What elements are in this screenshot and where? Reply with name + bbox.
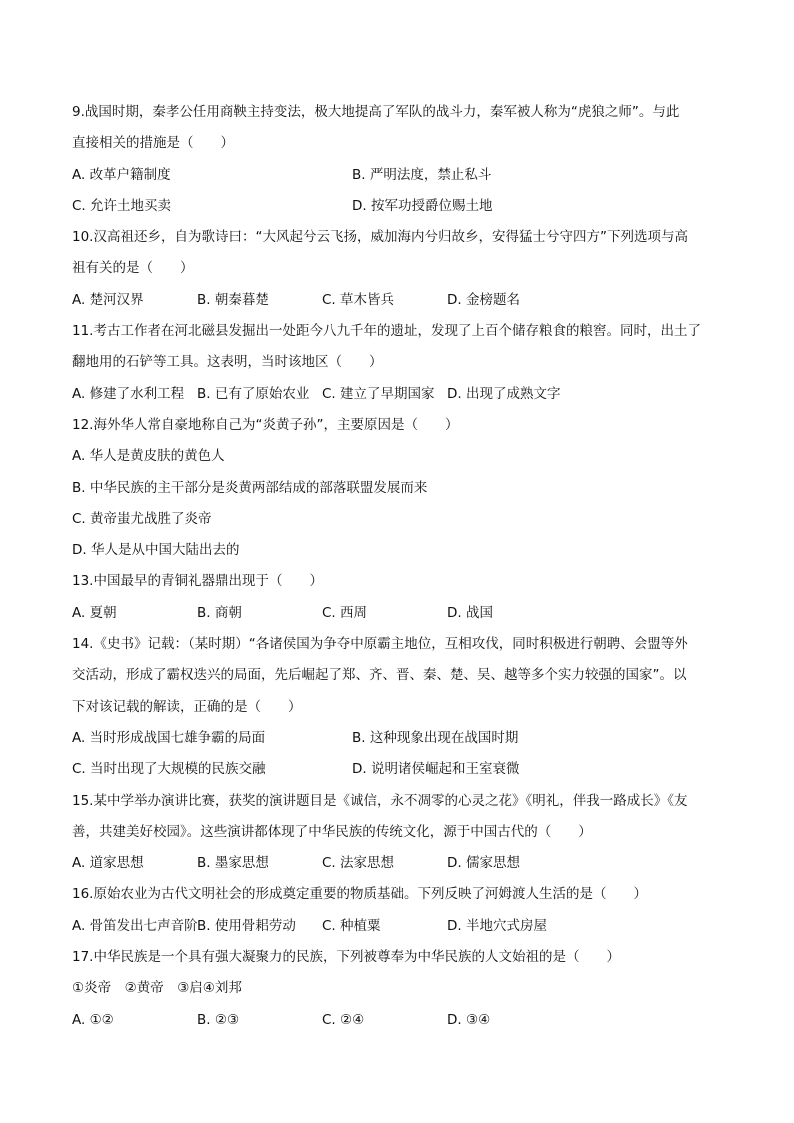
option-row [72,191,724,222]
answer-option: B. 中华民族的主干部分是炎黄两部结成的部落联盟发展而来 [72,479,428,496]
answer-option: D. 说明诸侯崛起和王室衰微 [352,761,520,778]
option-row [72,504,724,535]
answer-option: B. 朝秦暮楚 [197,291,269,308]
question-block [72,629,724,785]
answer-option: B. 墨家思想 [197,855,269,872]
answer-option: D. 战国 [447,604,493,621]
answer-option: C. 西周 [322,604,368,621]
answer-option: A. 道家思想 [72,855,144,872]
question-text-line: 祖有关的是（ ） [72,260,194,277]
option-row [72,160,724,191]
question-block [72,222,724,316]
question-text-line: 善，共建美好校园》。这些演讲都体现了中华民族的传统文化，源于中国古代的（ ） [72,823,592,840]
answer-option: C. 法家思想 [322,855,395,872]
option-row [72,473,724,504]
question-text-line: 14.《史书》记载：（某时期）“各诸侯国为争夺中原霸主地位，互相攻伐，同时积极进行朝聘、会盟等外 [72,636,688,653]
question-text-line: 15.某中学举办演讲比赛，获奖的演讲题目是《诚信，永不凋零的心灵之花》《明礼，伴我一路成长》《友 [72,792,688,809]
question-text-line: 12.海外华人常自豪地称自己为“炎黄子孙”，主要原因是（ ） [72,416,459,433]
option-row [72,535,724,566]
option-row [72,598,724,629]
answer-option: A. 楚河汉界 [72,291,144,308]
option-row [72,285,724,316]
question-block [72,97,724,222]
option-row [72,441,724,472]
question-text-line: 10.汉高祖还乡，自为歌诗曰：“大风起兮云飞扬，威加海内兮归故乡，安得猛士兮守四方”下列选项与高 [72,229,688,246]
question-block [72,566,724,629]
answer-option: D. 半地穴式房屋 [447,917,547,934]
answer-option: B. 这种现象出现在战国时期 [352,729,519,746]
answer-option: D. 华人是从中国大陆出去的 [72,542,240,559]
question-text-line: 翻地用的石铲等工具。这表明，当时该地区（ ） [72,354,383,371]
answer-option: B. 商朝 [197,604,242,621]
answer-option: A. 改革户籍制度 [72,166,171,183]
question-text-line: 9.战国时期，秦孝公任用商鞅主持变法，极大地提高了军队的战斗力，秦军被人称为“虎狼之师”。与此 [72,104,680,120]
answer-option: D. 按军功授爵位赐土地 [352,197,493,214]
answer-option: C. ②④ [322,1011,365,1028]
answer-option: B. 严明法度，禁止私斗 [352,166,492,183]
question-block [72,410,724,566]
question-text-line: 16.原始农业为古代文明社会的形成奠定重要的物质基础。下列反映了河姆渡人生活的是（ ） [72,886,647,903]
answer-option: C. 建立了早期国家 [322,385,435,402]
question-text-line: 直接相关的措施是（ ） [72,135,234,152]
option-row [72,379,724,410]
answer-option: C. 种植粟 [322,917,381,934]
option-row [72,911,724,942]
question-block [72,879,724,942]
answer-option: B. 已有了原始农业 [197,385,310,402]
answer-option: A. 当时形成战国七雄争霸的局面 [72,729,266,746]
option-row [72,754,724,785]
exam-page [72,97,724,1036]
answer-option: D. 金榜题名 [447,291,520,308]
question-text-line: 11.考古工作者在河北磁县发掘出一处距今八九千年的遗址，发现了上百个储存粮食的粮窖。同时，出土了 [72,323,701,340]
question-text-line: 17.中华民族是一个具有强大凝聚力的民族，下列被尊奉为中华民族的人文始祖的是（ ） [72,949,620,966]
answer-option: A. 夏朝 [72,604,117,621]
answer-option: A. 修建了水利工程 [72,385,185,402]
answer-option: B. 使用骨耜劳动 [197,917,296,934]
question-text-line: 交活动，形成了霸权迭兴的局面，先后崛起了郑、齐、晋、秦、楚、吴、越等多个实力较强的国家”。以 [72,667,687,684]
option-row [72,848,724,879]
option-row [72,723,724,754]
answer-option: C. 允许土地买卖 [72,197,172,214]
answer-option: D. 出现了成熟文字 [447,385,561,402]
answer-option: A. 骨笛发出七声音阶 [72,917,198,934]
answer-option: C. 黄帝蚩尤战胜了炎帝 [72,510,212,527]
answer-option: A. 华人是黄皮肤的黄色人 [72,448,225,465]
option-row [72,1005,724,1036]
answer-option: A. ①② [72,1011,114,1028]
answer-option: B. ②③ [197,1011,240,1028]
question-block [72,942,724,1036]
answer-option: C. 当时出现了大规模的民族交融 [72,761,266,778]
question-text-line: 13.中国最早的青铜礼器鼎出现于（ ） [72,573,323,590]
question-text-line: ①炎帝 ②黄帝 ③启④刘邦 [72,980,242,997]
answer-option: D. ③④ [447,1011,491,1028]
answer-option: C. 草木皆兵 [322,291,395,308]
answer-option: D. 儒家思想 [447,855,520,872]
question-block [72,316,724,410]
question-block [72,786,724,880]
question-text-line: 下对该记载的解读，正确的是（ ） [72,698,302,715]
